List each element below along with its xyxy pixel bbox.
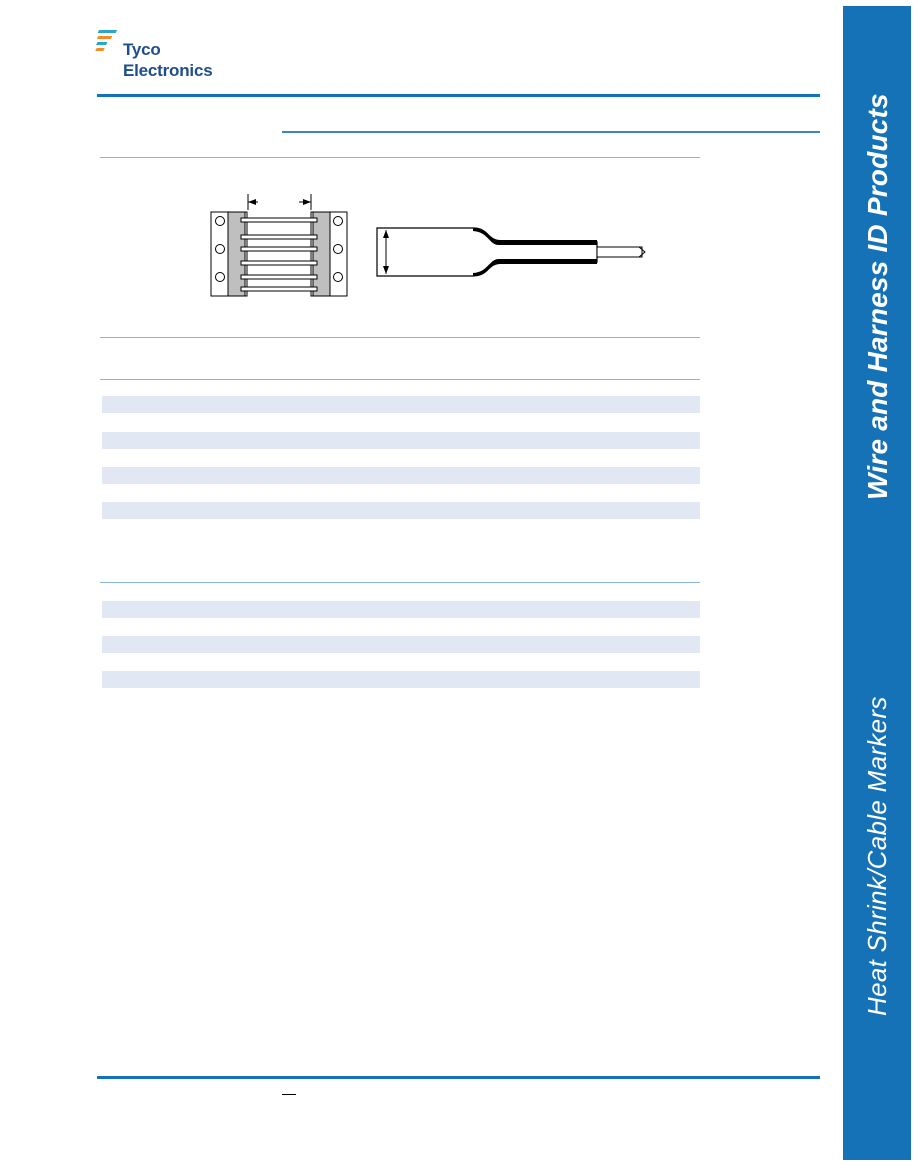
side-tab xyxy=(843,6,911,1160)
side-tab-bottom-label: Heat Shrink/Cable Markers xyxy=(862,696,892,1016)
subheader-rule xyxy=(282,131,820,133)
table1-row-band xyxy=(102,502,700,519)
logo-mark-icon xyxy=(94,28,120,52)
footer-mark xyxy=(282,1094,296,1095)
company-logo xyxy=(94,28,234,80)
table2-header-rule xyxy=(100,582,700,583)
figure-top-rule xyxy=(100,157,700,158)
side-tab-top-label: Wire and Harness ID Products xyxy=(862,93,893,500)
table2-row-band xyxy=(102,601,700,618)
table1-row-band xyxy=(102,467,700,484)
logo-line-1: Tyco xyxy=(123,40,161,59)
table1-header-rule xyxy=(100,379,700,380)
mandrel xyxy=(597,247,642,257)
footer-rule xyxy=(97,1076,820,1079)
header-rule xyxy=(97,94,820,97)
figure-diagram xyxy=(205,190,655,302)
table1-top-rule xyxy=(100,337,700,338)
table1-row-band xyxy=(102,432,700,449)
table1-row-band xyxy=(102,396,700,413)
sleeve-drawing xyxy=(377,228,645,276)
fixture-drawing xyxy=(211,194,347,296)
table2-row-band xyxy=(102,636,700,653)
table2-row-band xyxy=(102,671,700,688)
logo-line-2: Electronics xyxy=(123,61,213,80)
